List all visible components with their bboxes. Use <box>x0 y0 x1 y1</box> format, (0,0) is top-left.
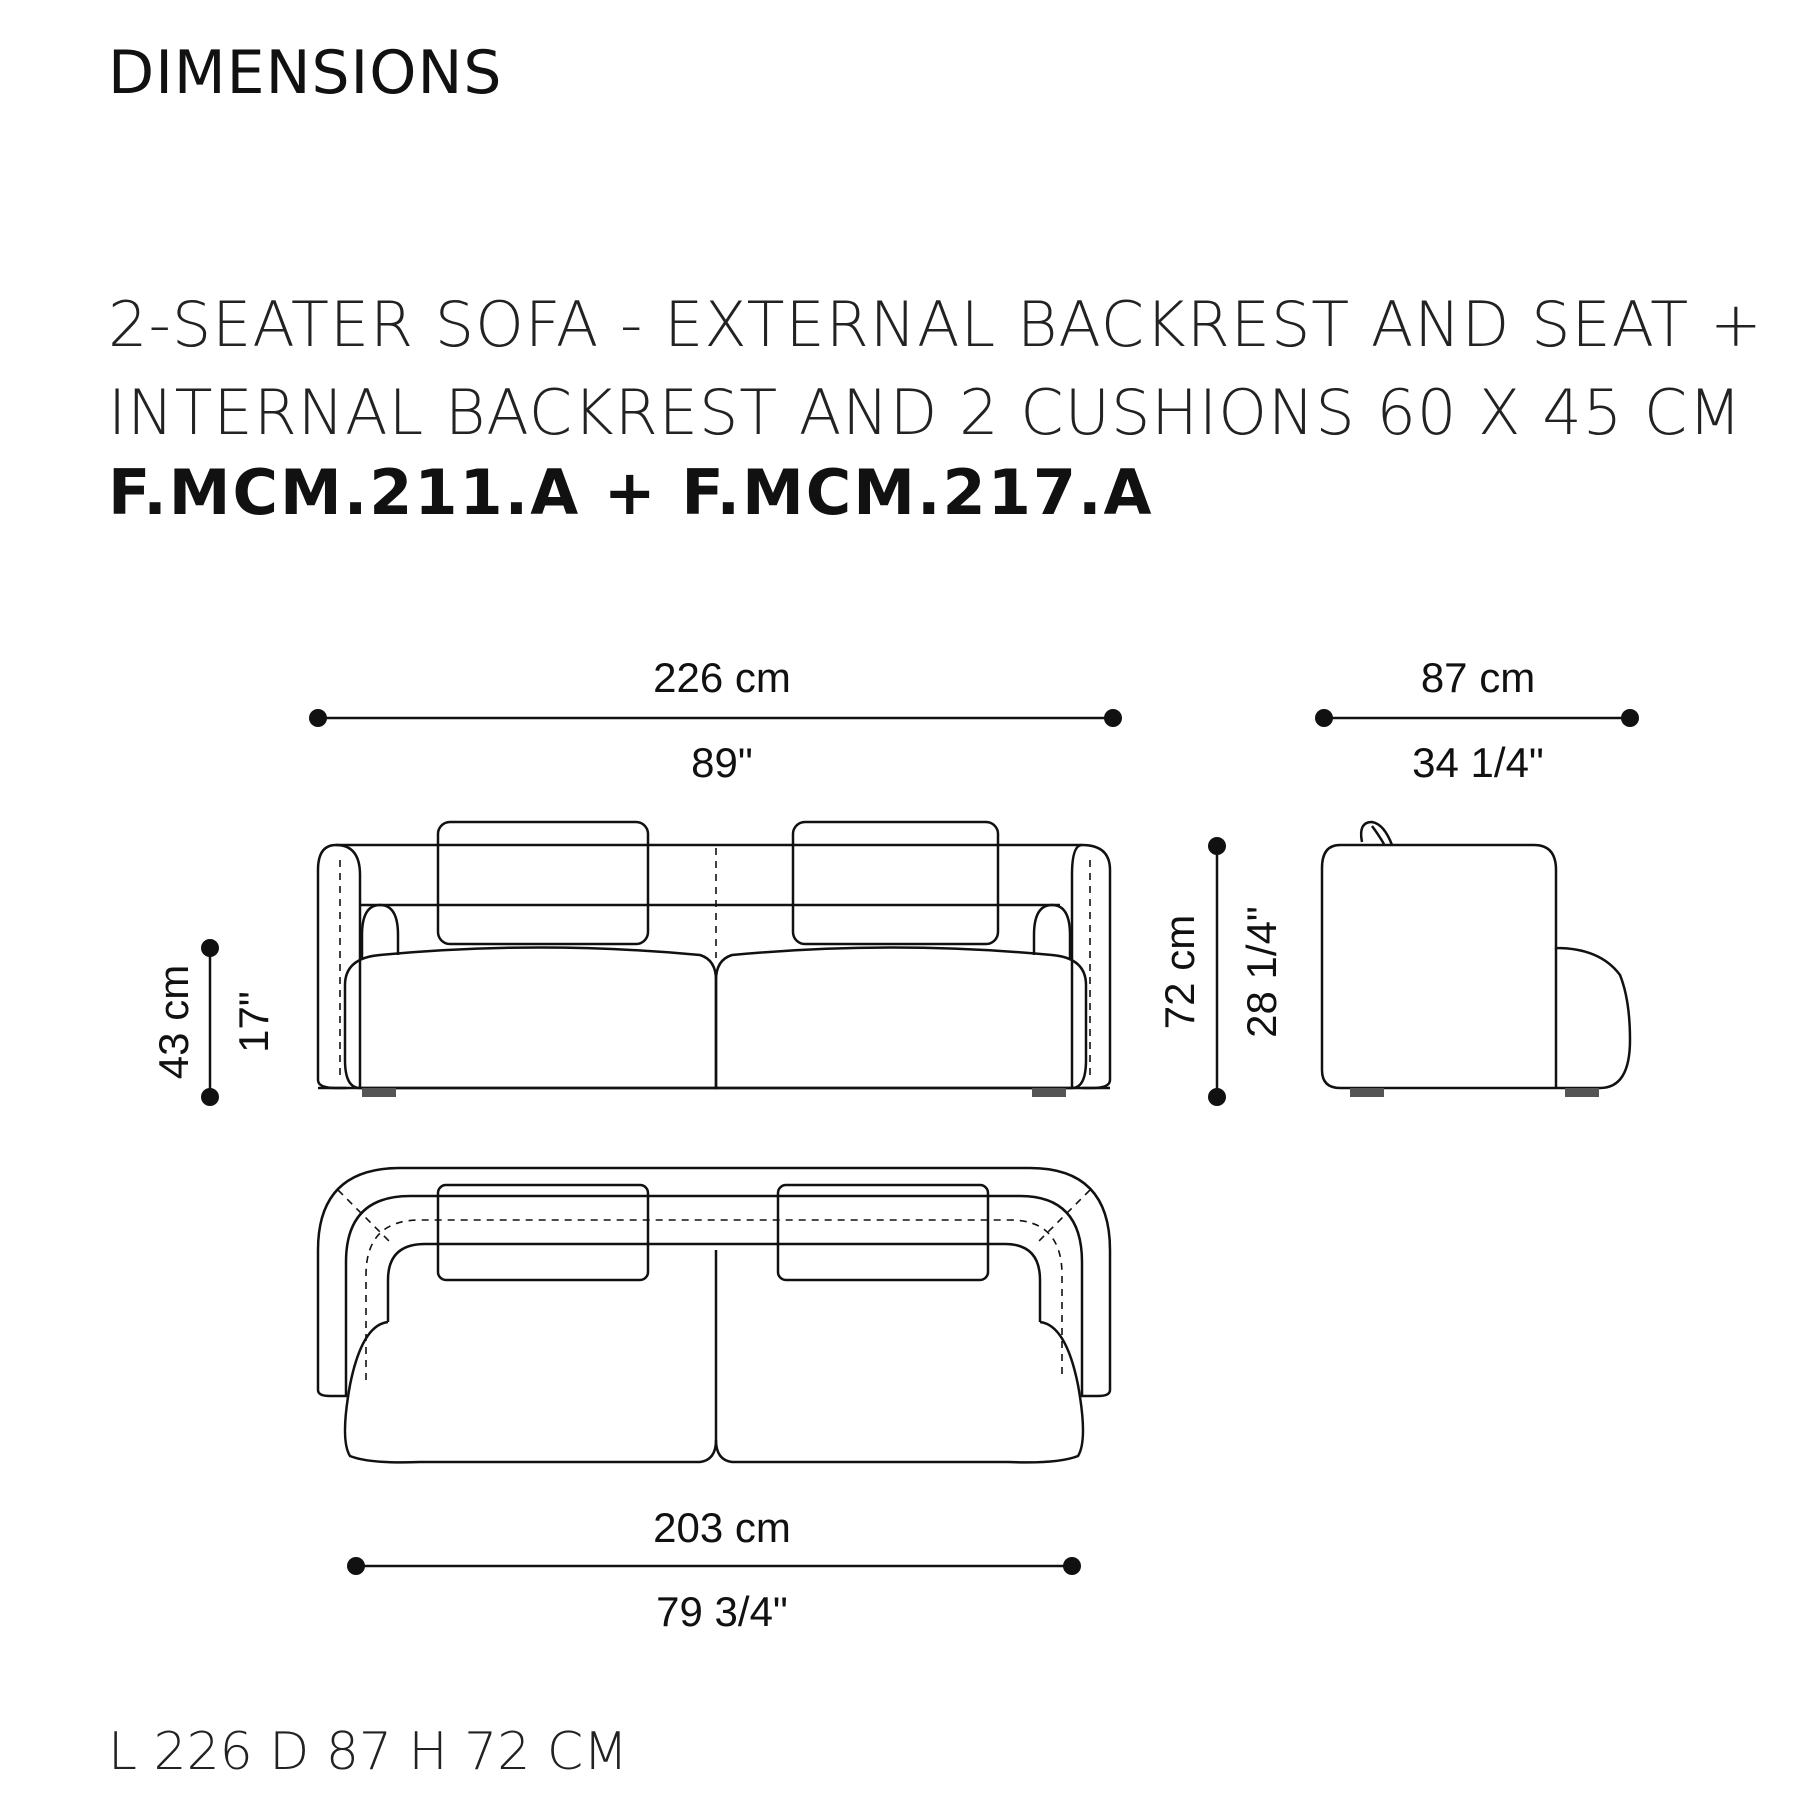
depth-dimension-end-dot <box>1621 709 1639 727</box>
depth-dimension <box>1315 654 1639 786</box>
left-arm-outer <box>318 845 346 1088</box>
right-bolster <box>1034 905 1070 960</box>
top-corner-dash-right <box>1038 1190 1090 1242</box>
front-seat-right <box>716 948 1086 1089</box>
front-cushion-right <box>793 822 998 944</box>
seat-height-cm-label: 43 cm <box>150 964 197 1080</box>
product-description-line-2: INTERNAL BACKREST AND 2 CUSHIONS 60 X 45 CM <box>108 376 1743 449</box>
sofa-top-view <box>318 1168 1110 1462</box>
left-bolster <box>362 905 398 960</box>
depth-in-label: 34 1/4" <box>1412 739 1544 786</box>
width-cm-label: 226 cm <box>653 654 791 701</box>
sofa-side-view <box>1322 822 1630 1097</box>
height-cm-label: 72 cm <box>1156 914 1203 1030</box>
seat-height-in-label: 17" <box>230 991 277 1053</box>
width-in-label: 89" <box>691 739 753 786</box>
depth-dimension-start-dot <box>1315 709 1333 727</box>
width-dimension <box>309 654 1122 786</box>
top-seat-left <box>345 1250 716 1462</box>
depth-cm-label: 87 cm <box>1420 654 1536 701</box>
top-inner-backrest <box>388 1244 1040 1322</box>
seat-width-in-label: 79 3/4" <box>656 1588 788 1635</box>
side-foot-back <box>1350 1088 1384 1097</box>
top-frame-inner-line <box>346 1196 1082 1390</box>
seat-width-cm-label: 203 cm <box>653 1504 791 1551</box>
height-in-label: 28 1/4" <box>1238 906 1285 1038</box>
seat-height-bottom-dot <box>201 1088 219 1106</box>
front-seat-left <box>345 948 716 1089</box>
page-title: DIMENSIONS <box>108 38 503 108</box>
side-body-outline <box>1322 845 1630 1088</box>
side-foot-front <box>1565 1088 1599 1097</box>
top-cushion-right <box>778 1185 988 1280</box>
product-description-line-1: 2-SEATER SOFA - EXTERNAL BACKREST AND SEAT + <box>108 288 1763 361</box>
overall-dimensions-summary: L 226 D 87 H 72 CM <box>108 1722 629 1782</box>
height-top-dot <box>1208 837 1226 855</box>
seat-width-dimension <box>347 1504 1081 1635</box>
top-right-arm-end <box>1082 1390 1110 1396</box>
top-cushion-left <box>438 1185 648 1280</box>
front-foot-left <box>362 1088 396 1097</box>
height-dimension <box>1156 837 1285 1106</box>
top-left-arm-end <box>318 1390 346 1396</box>
top-seat-right <box>716 1322 1083 1462</box>
width-dimension-start-dot <box>309 709 327 727</box>
width-dimension-end-dot <box>1104 709 1122 727</box>
seat-height-dimension <box>150 939 277 1106</box>
seat-width-end-dot <box>1063 1557 1081 1575</box>
top-corner-dash-left <box>338 1190 390 1242</box>
front-foot-right <box>1032 1088 1066 1097</box>
front-cushion-left <box>438 822 648 944</box>
product-code: F.MCM.211.A + F.MCM.217.A <box>108 456 1154 529</box>
height-bottom-dot <box>1208 1088 1226 1106</box>
seat-width-start-dot <box>347 1557 365 1575</box>
seat-height-top-dot <box>201 939 219 957</box>
sofa-front-view <box>318 822 1110 1097</box>
